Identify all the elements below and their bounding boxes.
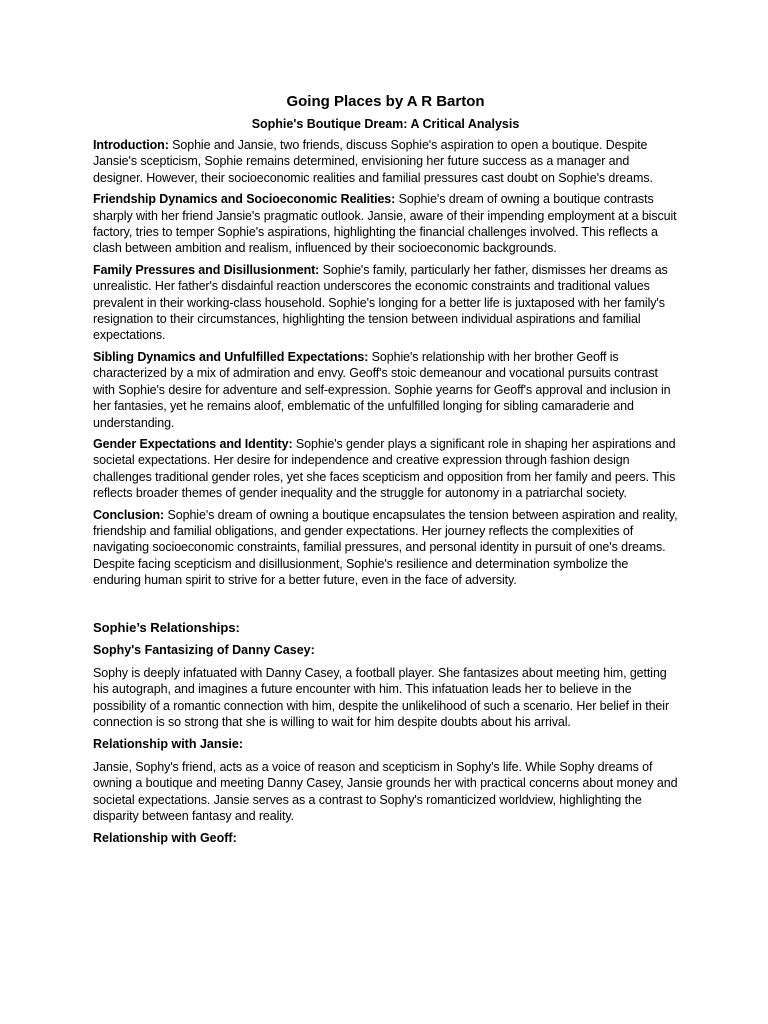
relationship-danny-text: Sophy is deeply infatuated with Danny Casey, a football player. She fantasizes about meeting him, getting his autograph, and imagines a future encounter with him. This infatuation leads her to believe in the possibility of a romantic connection with him, despite the unlikelihood of such a scenario. Her belief in their connection is so strong that she is willing to wait for him despite doubts about his arrival.: [93, 665, 670, 730]
paragraph-heading: Conclusion:: [93, 507, 165, 522]
relationship-jansie-heading: Relationship with Jansie:: [93, 736, 244, 751]
paragraph-family-pressures: [93, 262, 678, 344]
paragraph-text: Sophie's gender plays a significant role in shaping her aspirations and societal expectations. Her desire for independence and creative expression through fashion design challenges traditional gender roles, yet she faces scepticism and opposition from her family and peers. This reflects broader themes of gender inequality and the struggle for autonomy in a patriarchal society.: [93, 436, 676, 501]
paragraph-text: Sophie's family, particularly her father, dismisses her dreams as unrealistic. Her father's disdainful reaction underscores the economic constraints and traditional values prevalent in their working-class household. Sophie's longing for a better life is juxtaposed with her family's resignation to their circumstances, highlighting the tension between individual aspirations and familial expectations.: [93, 262, 668, 343]
paragraph-friendship-dynamics: [93, 191, 678, 257]
relationships-heading: Sophie’s Relationships:: [93, 619, 240, 635]
paragraph-text: Sophie's dream of owning a boutique encapsulates the tension between aspiration and reality, friendship and familial obligations, and gender expectations. Her journey reflects the complexities of navigating socioeconomic constraints, familial pressures, and personal identity in pursuit of one's dreams. Despite facing scepticism and disillusionment, Sophie's resilience and determination symbolize the enduring human spirit to strive for a better future, even in the face of adversity.: [93, 507, 678, 588]
document-subtitle: Sophie's Boutique Dream: A Critical Analysis: [251, 117, 520, 131]
paragraph-introduction: [93, 137, 678, 186]
document-title: Going Places by A R Barton: [286, 93, 485, 110]
paragraph-text: Sophie's relationship with her brother Geoff is characterized by a mix of admiration and envy. Geoff's stoic demeanour and vocational pursuits contrast with Sophie's desire for adventure and self-expression. Sophie yearns for Geoff's approval and inclusion in her fantasies, yet he remains aloof, emblematic of the unfulfilled longing for sibling camaraderie and understanding.: [93, 349, 671, 430]
paragraph-heading: Introduction:: [93, 138, 169, 152]
paragraph-conclusion: [93, 507, 678, 589]
paragraph-text: Sophie and Jansie, two friends, discuss Sophie's aspiration to open a boutique. Despite Jansie's scepticism, Sophie remains determined, envisioning her future success as a manager and designer. However, their socioeconomic realities and familial pressures cast doubt on Sophie's dreams.: [93, 138, 653, 185]
paragraph-sibling-dynamics: [93, 349, 678, 431]
relationship-jansie-text: Jansie, Sophy's friend, acts as a voice of reason and scepticism in Sophy's life. While Sophy dreams of owning a boutique and meeting Danny Casey, Jansie grounds her with practical concerns about money and societal expectations. Jansie serves as a contrast to Sophy's romanticized worldview, highlighting the disparity between fantasy and reality.: [93, 760, 678, 824]
paragraph-text: Sophie's dream of owning a boutique contrasts sharply with her friend Jansie's pragmatic outlook. Jansie, aware of their impending employment at a biscuit factory, tries to temper Sophie's aspirations, highlighting the financial challenges involved. This reflects a clash between ambition and realism, influenced by their socioeconomic backgrounds.: [93, 192, 677, 256]
paragraph-heading: Friendship Dynamics and Socioeconomic Realities:: [93, 192, 396, 207]
paragraph-heading: Gender Expectations and Identity:: [93, 436, 293, 451]
paragraph-gender-expectations: [93, 436, 678, 502]
paragraph-heading: Sibling Dynamics and Unfulfilled Expectations:: [93, 349, 369, 364]
document-page: [93, 92, 678, 853]
relationship-geoff-heading: Relationship with Geoff:: [93, 830, 237, 845]
relationship-danny-heading: Sophy's Fantasizing of Danny Casey:: [93, 642, 315, 657]
paragraph-heading: Family Pressures and Disillusionment:: [93, 262, 320, 277]
